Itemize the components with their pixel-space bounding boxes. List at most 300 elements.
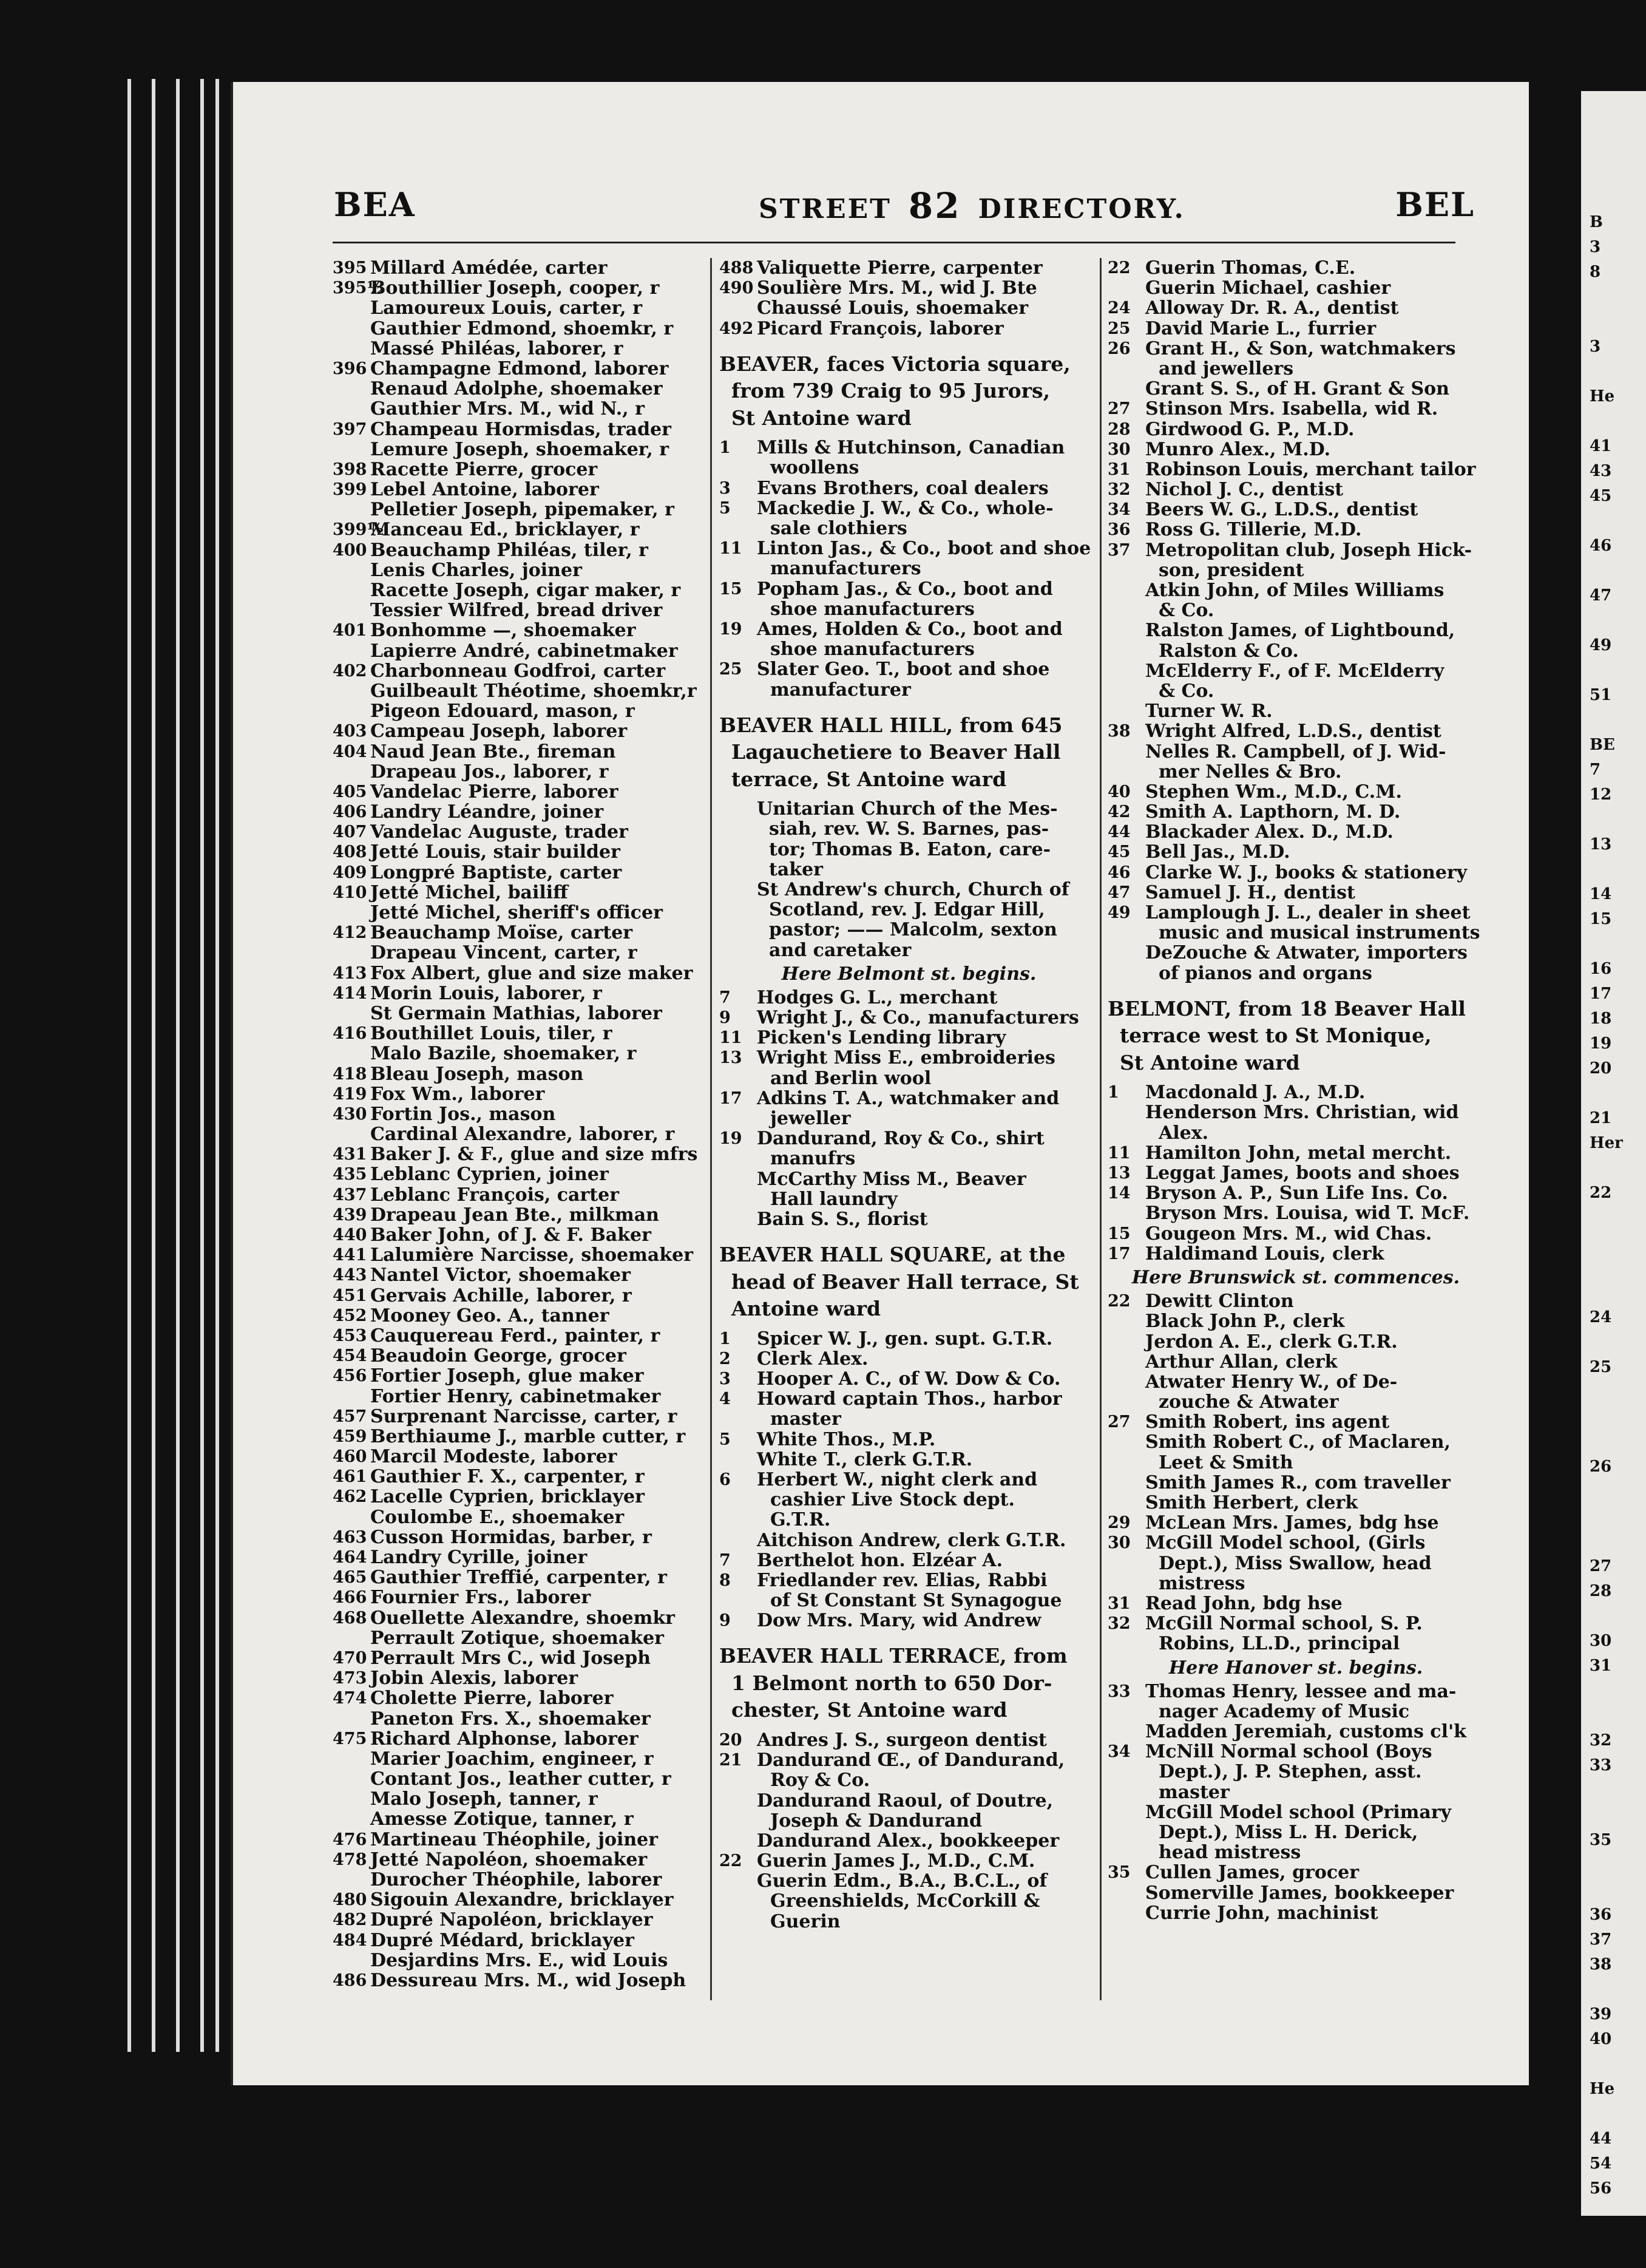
directory-entry (333, 943, 709, 963)
street-number: 22 (1108, 1292, 1131, 1311)
directory-entry (719, 1389, 1099, 1409)
entry-text: Beaudoin George, grocer (370, 1346, 626, 1367)
facing-page-text: 3 (1590, 338, 1601, 356)
facing-page-text: 26 (1590, 1458, 1612, 1476)
directory-entry (333, 762, 709, 782)
entry-text: Smith Herbert, clerk (1145, 1493, 1358, 1513)
entry-text: Leet & Smith (1159, 1452, 1293, 1473)
street-number (333, 762, 370, 782)
directory-entry (1108, 661, 1484, 681)
directory-entry (333, 1971, 709, 1991)
entry-text: Drapeau Vincent, carter, r (370, 943, 637, 963)
directory-entry (333, 883, 709, 903)
directory-entry (1108, 1291, 1484, 1311)
street-number: 9 (719, 1611, 731, 1631)
street-number (333, 1870, 370, 1890)
entry-text: Howard captain Thos., harbor (757, 1389, 1062, 1410)
directory-entry (719, 278, 1099, 298)
street-number (333, 339, 370, 359)
entry-text: Black John P., clerk (1145, 1311, 1345, 1332)
entry-text: Richard Alphonse, laborer (370, 1728, 638, 1749)
entry-text: Stinson Mrs. Isabella, wid R. (1145, 399, 1438, 419)
directory-entry (333, 520, 709, 540)
directory-entry (1108, 1533, 1484, 1553)
entry-text: White Thos., M.P. (757, 1429, 936, 1450)
street-number: 409 (333, 863, 367, 882)
street-number (1108, 1432, 1145, 1452)
street-number: 25 (1108, 319, 1131, 338)
directory-entry (719, 1730, 1099, 1750)
running-head-street: STREET (759, 194, 892, 225)
street-number: 395 (333, 259, 367, 277)
street-number (333, 440, 370, 460)
street-number (719, 1450, 757, 1470)
directory-entry (1108, 1903, 1484, 1923)
street-number (1108, 560, 1145, 580)
street-number: 34 (1108, 500, 1131, 520)
directory-entry (333, 1447, 709, 1467)
street-number: 462 (333, 1487, 367, 1507)
column-3 (1108, 258, 1484, 1923)
street-heading-line: BELMONT, from 18 Beaver Hall (1108, 996, 1466, 1020)
street-number: 17 (1108, 1244, 1131, 1263)
entry-continuation (1108, 1842, 1484, 1862)
entry-text: and Berlin wool (770, 1068, 932, 1088)
street-number (333, 1809, 370, 1829)
directory-entry (333, 1567, 709, 1587)
street-number (719, 1891, 757, 1911)
entry-text: Blackader Alex. D., M.D. (1145, 822, 1394, 843)
entry-continuation (719, 1811, 1099, 1831)
street-number (719, 1791, 757, 1811)
entry-text: Hall laundry (770, 1189, 898, 1209)
spacer (719, 700, 1099, 708)
directory-entry (333, 480, 709, 500)
street-number: 461 (333, 1467, 367, 1487)
directory-entry (1108, 863, 1484, 883)
entry-text: Dewitt Clinton (1145, 1291, 1294, 1312)
facing-page-text: BE (1590, 736, 1615, 754)
entry-text: Longpré Baptiste, carter (370, 862, 622, 883)
facing-page-text: 44 (1590, 2130, 1612, 2148)
street-number: 45 (1108, 843, 1131, 862)
directory-entry (719, 1570, 1099, 1591)
entry-text: Vandelac Pierre, laborer (370, 781, 618, 803)
directory-entry (333, 600, 709, 620)
entry-text: Leblanc Cyprien, joiner (370, 1164, 609, 1185)
entry-text: Ames, Holden & Co., boot and (757, 619, 1063, 640)
street-number: 30 (1108, 1533, 1131, 1553)
street-number: 413 (333, 963, 367, 983)
street-number (333, 600, 370, 620)
street-number (333, 1628, 370, 1648)
directory-entry (1108, 822, 1484, 842)
street-number (719, 599, 757, 619)
directory-entry (333, 319, 709, 339)
directory-entry (1108, 943, 1484, 963)
entry-continuation (1108, 1702, 1484, 1722)
street-number (1108, 278, 1145, 298)
directory-entry (333, 1467, 709, 1487)
street-number: 34 (1108, 1742, 1131, 1762)
facing-page-text: 38 (1590, 1955, 1612, 1974)
institution-entry: Scotland, rev. J. Edgar Hill, (769, 900, 1045, 920)
directory-entry (333, 1064, 709, 1084)
street-number (1108, 1762, 1145, 1782)
street-number: 7 (719, 1550, 731, 1570)
street-number: 482 (333, 1910, 367, 1930)
directory-entry (719, 1530, 1099, 1550)
directory-entry (333, 560, 709, 580)
entry-text: Fortier Joseph, glue maker (370, 1366, 644, 1387)
entry-text: Haldimand Louis, clerk (1145, 1243, 1384, 1264)
entry-text: Madden Jeremiah, customs cl'k (1145, 1722, 1466, 1742)
entry-text: Pigeon Edouard, mason, r (370, 701, 635, 722)
directory-entry (719, 1129, 1099, 1149)
entry-text: Ross G. Tillerie, M.D. (1145, 520, 1362, 540)
directory-entry (1108, 1473, 1484, 1493)
street-number: 410 (333, 883, 367, 902)
street-number: 13 (1108, 1164, 1131, 1183)
directory-entry (1108, 883, 1484, 903)
street-number (1108, 1634, 1145, 1654)
street-number (719, 298, 757, 318)
street-heading (719, 1643, 1099, 1724)
street-number: 44 (1108, 823, 1131, 842)
directory-entry (1108, 802, 1484, 822)
directory-entry (719, 1048, 1099, 1068)
directory-entry (333, 1407, 709, 1427)
entry-text: master (770, 1409, 841, 1430)
street-number: 476 (333, 1830, 367, 1849)
entry-text: Munro Alex., M.D. (1145, 439, 1331, 460)
street-number: 463 (333, 1527, 367, 1547)
street-heading-line: BEAVER HALL TERRACE, from (719, 1644, 1068, 1668)
directory-entry (333, 1326, 709, 1346)
directory-entry (333, 1951, 709, 1971)
directory-entry (1108, 1183, 1484, 1203)
entry-text: Grant S. S., of H. Grant & Son (1145, 379, 1449, 399)
street-number (333, 1789, 370, 1809)
directory-entry (333, 440, 709, 460)
directory-entry (333, 1124, 709, 1144)
entry-continuation (1108, 1123, 1484, 1143)
entry-text: Naud Jean Bte., fireman (370, 741, 616, 762)
entry-text: Fox Wm., laborer (370, 1084, 545, 1104)
entry-text: Guerin Michael, cashier (1145, 278, 1391, 299)
street-number (719, 680, 757, 700)
directory-entry (719, 498, 1099, 518)
entry-text: Bouthillier Joseph, cooper, r (370, 278, 660, 299)
entry-continuation (1108, 923, 1484, 943)
entry-text: Beers W. G., L.D.S., dentist (1145, 500, 1418, 520)
street-number (333, 1749, 370, 1769)
entry-text: Martineau Théophile, joiner (370, 1829, 659, 1850)
entry-text: G.T.R. (770, 1510, 831, 1530)
facing-page-text: 51 (1590, 686, 1612, 704)
street-number (1108, 1842, 1145, 1862)
entry-text: Jerdon A. E., clerk G.T.R. (1145, 1331, 1398, 1352)
street-heading (719, 1241, 1099, 1323)
entry-text: Jetté Michel, sheriff's officer (370, 903, 663, 923)
cross-street-note: Here Hanover st. begins. (1168, 1657, 1423, 1679)
directory-entry (1108, 500, 1484, 520)
street-number: 430 (333, 1104, 367, 1124)
street-number: 3 (719, 478, 731, 498)
facing-page-text: 13 (1590, 835, 1612, 854)
street-number (1108, 1102, 1145, 1122)
directory-entry (1108, 1594, 1484, 1614)
street-number: 27 (1108, 1413, 1131, 1432)
entry-text: woollens (770, 458, 859, 478)
directory-entry (1108, 1143, 1484, 1163)
facing-page-text: 22 (1590, 1184, 1612, 1202)
spacer (719, 1631, 1099, 1639)
street-number: 1 (719, 1329, 731, 1348)
street-heading-line: terrace west to St Monique, (1120, 1024, 1432, 1048)
facing-page-text: 46 (1590, 537, 1612, 555)
entry-text: Surprenant Narcisse, carter, r (370, 1406, 677, 1427)
entry-text: Popham Jas., & Co., boot and (757, 579, 1053, 599)
entry-text: Charbonneau Godfroi, carter (370, 660, 666, 681)
facing-page-text: 24 (1590, 1308, 1612, 1326)
entry-continuation (1108, 681, 1484, 701)
directory-entry (1108, 1682, 1484, 1702)
directory-entry (1108, 440, 1484, 460)
entry-text: Amesse Zotique, tanner, r (370, 1809, 634, 1830)
street-number: 42 (1108, 803, 1131, 822)
entry-text: Lemure Joseph, shoemaker, r (370, 439, 669, 460)
directory-entry (1108, 379, 1484, 399)
street-number: 459 (333, 1427, 367, 1446)
directory-entry (333, 1164, 709, 1184)
street-number (719, 1591, 757, 1611)
street-number: 486 (333, 1971, 367, 1990)
street-number: 478 (333, 1850, 367, 1869)
directory-entry (719, 1831, 1099, 1851)
street-number: 26 (1108, 339, 1131, 358)
directory-entry (719, 619, 1099, 639)
entry-text: Bell Jas., M.D. (1145, 842, 1290, 863)
street-number (1108, 1493, 1145, 1513)
street-number (1108, 1574, 1145, 1594)
entry-continuation (719, 1591, 1099, 1611)
directory-entry (1108, 782, 1484, 802)
directory-entry (333, 379, 709, 399)
directory-entry (719, 538, 1099, 559)
street-number (1108, 379, 1145, 399)
page-edge (215, 79, 219, 2052)
street-number: 15 (1108, 1224, 1131, 1243)
street-number: 401 (333, 621, 367, 640)
directory-entry (333, 983, 709, 1003)
street-number: 492 (719, 319, 754, 338)
directory-entry (333, 742, 709, 762)
street-number: 32 (1108, 1614, 1131, 1634)
entry-text: Perrault Zotique, shoemaker (370, 1628, 664, 1648)
cross-street-note: Here Belmont st. begins. (781, 963, 1037, 985)
directory-entry (333, 1769, 709, 1789)
street-heading-line: chester, St Antoine ward (731, 1698, 1008, 1722)
street-number: 2 (719, 1349, 731, 1368)
entry-text: McGill Model school (Primary (1145, 1802, 1452, 1823)
directory-entry (333, 580, 709, 600)
directory-entry (333, 500, 709, 520)
entry-text: Jetté Louis, stair builder (370, 842, 620, 863)
street-heading-line: terrace, St Antoine ward (731, 767, 1007, 791)
street-number (1108, 1722, 1145, 1742)
directory-entry (333, 1346, 709, 1366)
directory-entry (333, 681, 709, 701)
street-number: 47 (1108, 883, 1131, 902)
street-number (1108, 701, 1145, 721)
entry-text: mistress (1159, 1573, 1245, 1594)
entry-text: sale clothiers (770, 518, 907, 539)
street-number: 407 (333, 823, 367, 842)
street-number (333, 681, 370, 701)
entry-text: cashier Live Stock dept. (770, 1490, 1015, 1510)
directory-entry (333, 258, 709, 278)
directory-entry (333, 1688, 709, 1708)
directory-entry (1108, 580, 1484, 600)
street-heading-line: Antoine ward (731, 1297, 881, 1321)
street-number: 460 (333, 1447, 367, 1467)
directory-entry (1108, 1862, 1484, 1883)
street-number: 49 (1108, 903, 1131, 922)
directory-entry (333, 399, 709, 419)
facing-page-text: 56 (1590, 2179, 1612, 2198)
street-number: 14 (1108, 1184, 1131, 1203)
facing-page-text: 37 (1590, 1930, 1612, 1949)
directory-entry (719, 298, 1099, 318)
facing-page-text: 28 (1590, 1582, 1612, 1600)
entry-text: Ouellette Alexandre, shoemkr (370, 1608, 675, 1628)
entry-text: Fortier Henry, cabinetmaker (370, 1386, 661, 1407)
directory-entry (333, 1850, 709, 1870)
street-number (1108, 1802, 1145, 1822)
street-number: 399 (333, 480, 367, 500)
directory-entry (1108, 903, 1484, 923)
entry-text: Dept.), J. P. Stephen, asst. (1159, 1762, 1422, 1782)
directory-entry (1108, 1082, 1484, 1102)
street-number: 15 (719, 579, 742, 599)
directory-entry (1108, 1432, 1484, 1452)
directory-entry (333, 1225, 709, 1245)
entry-text: and jewellers (1159, 358, 1294, 379)
entry-continuation (719, 1109, 1099, 1129)
street-number: 28 (1108, 419, 1131, 439)
entry-text: Linton Jas., & Co., boot and shoe (757, 538, 1091, 559)
street-number: 453 (333, 1326, 367, 1345)
street-number: 452 (333, 1306, 367, 1325)
entry-continuation (1108, 1553, 1484, 1574)
facing-page-text: 3 (1590, 238, 1601, 256)
street-number: 22 (1108, 259, 1131, 277)
entry-text: Cardinal Alexandre, laborer, r (370, 1124, 675, 1145)
directory-entry (1108, 399, 1484, 419)
street-heading-line: head of Beaver Hall terrace, St (731, 1269, 1079, 1294)
facing-page-text: 7 (1590, 761, 1601, 779)
entry-text: master (1159, 1782, 1230, 1802)
directory-entry (333, 540, 709, 560)
entry-continuation (1108, 641, 1484, 661)
entry-continuation (719, 559, 1099, 579)
street-number (1108, 1203, 1145, 1223)
directory-entry (719, 1329, 1099, 1349)
entry-text: Nantel Victor, shoemaker (370, 1265, 631, 1286)
street-number: 7 (719, 988, 731, 1007)
street-number (1108, 1392, 1145, 1412)
entry-text: manufacturer (770, 679, 911, 700)
entry-text: Lapierre André, cabinetmaker (370, 640, 678, 661)
entry-text: Massé Philéas, laborer, r (370, 338, 623, 359)
entry-text: Greenshields, McCorkill & (770, 1891, 1040, 1912)
directory-entry (719, 1088, 1099, 1109)
entry-text: Champeau Hormisdas, trader (370, 419, 671, 440)
entry-text: Berthiaume J., marble cutter, r (370, 1426, 686, 1447)
directory-entry (333, 1527, 709, 1547)
street-number (333, 580, 370, 600)
directory-entry (719, 1008, 1099, 1028)
entry-text: Herbert W., night clerk and (757, 1469, 1038, 1490)
street-number (333, 319, 370, 339)
entry-continuation (1108, 1453, 1484, 1473)
entry-continuation (719, 639, 1099, 659)
street-number: 5 (719, 1430, 731, 1449)
street-number: 40 (1108, 782, 1131, 801)
street-number: 11 (719, 1028, 742, 1048)
directory-entry (333, 1366, 709, 1386)
street-number: 416 (333, 1024, 367, 1044)
entry-continuation (1108, 1392, 1484, 1412)
facing-page-text: 18 (1590, 1010, 1612, 1028)
entry-text: Evans Brothers, coal dealers (757, 478, 1049, 498)
directory-entry (719, 1611, 1099, 1631)
directory-entry (1108, 480, 1484, 500)
entry-text: Guilbeault Théotime, shoemkr,r (370, 681, 697, 702)
entry-text: DeZouche & Atwater, importers (1145, 943, 1468, 963)
facing-page-text: 41 (1590, 437, 1612, 455)
street-number: 473 (333, 1669, 367, 1688)
street-number (719, 1109, 757, 1129)
directory-entry (333, 359, 709, 379)
entry-text: Baker John, of J. & F. Baker (370, 1225, 651, 1246)
directory-entry (333, 1890, 709, 1910)
street-number (1108, 943, 1145, 963)
entry-text: Read John, bdg hse (1145, 1593, 1343, 1614)
entry-text: Grant H., & Son, watchmakers (1145, 338, 1456, 359)
directory-entry (719, 1430, 1099, 1450)
entry-continuation (719, 680, 1099, 700)
street-number: 19 (719, 619, 742, 639)
street-number: 451 (333, 1286, 367, 1305)
street-number: 17 (719, 1088, 742, 1108)
entry-text: Paneton Frs. X., shoemaker (370, 1708, 651, 1729)
directory-entry (1108, 419, 1484, 440)
directory-entry (1108, 1412, 1484, 1432)
street-number: 32 (1108, 480, 1131, 500)
street-number (719, 1871, 757, 1891)
entry-text: Drapeau Jos., laborer, r (370, 761, 609, 782)
directory-entry (1108, 1614, 1484, 1634)
street-number: 399½ (333, 520, 384, 540)
entry-text: Sigouin Alexandre, bricklayer (370, 1890, 674, 1910)
entry-text: Dept.), Miss L. H. Derick, (1159, 1822, 1418, 1843)
directory-entry (1108, 1493, 1484, 1513)
street-number: 33 (1108, 1682, 1131, 1701)
directory-entry (719, 1871, 1099, 1891)
facing-page-text: He (1590, 2080, 1615, 2098)
